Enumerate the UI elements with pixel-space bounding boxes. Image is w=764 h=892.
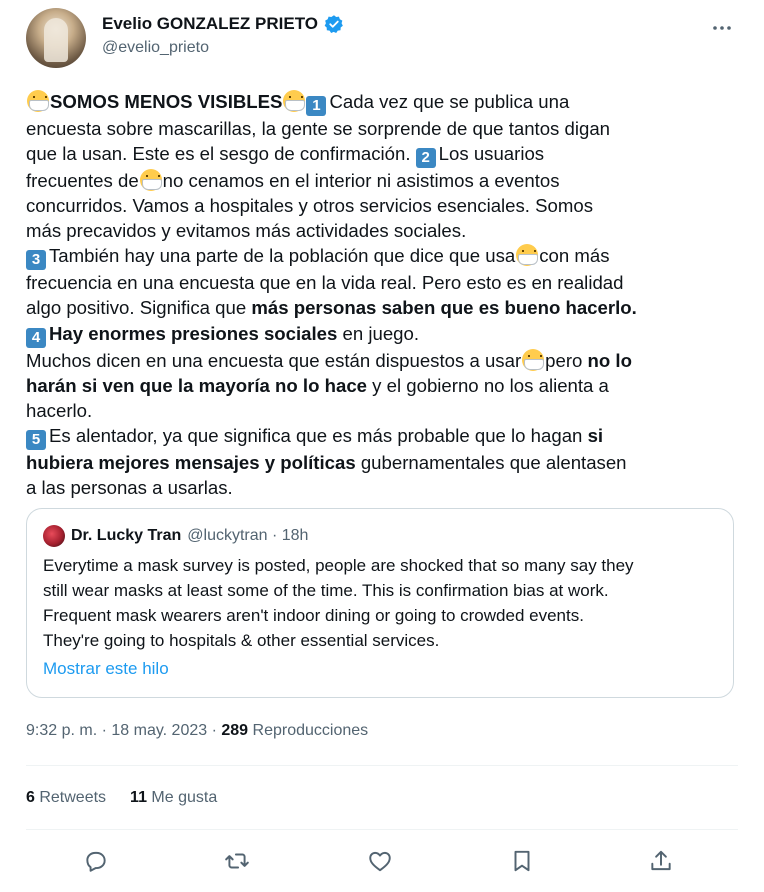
bold-text: Hay enormes presiones sociales (49, 322, 338, 344)
bold-text: harán si ven que la mayoría no lo hace (26, 374, 368, 396)
text-segment: Muchos dicen en una encuesta que están dispuestos a usar (26, 349, 522, 371)
text-segment: gubernamentales que alentasen (355, 451, 627, 473)
face-with-mask-emoji-icon (140, 169, 162, 191)
text-segment: Es alentador, ya que significa que es más probable que lo hagan (49, 424, 588, 446)
tweet-text-line (26, 475, 738, 500)
tweet-text-line (26, 450, 738, 475)
show-thread-link[interactable]: Mostrar este hilo (43, 659, 169, 678)
tweet-text-line (26, 270, 738, 295)
keycap-number-icon: 2 (416, 148, 436, 168)
tweet-meta (26, 722, 368, 740)
tweet-text-line (26, 243, 738, 270)
text-segment: y el gobierno no los alienta a (367, 374, 609, 396)
author-avatar[interactable] (26, 8, 86, 68)
quoted-tweet[interactable] (26, 508, 734, 698)
text-segment: frecuencia en una encuesta que en la vida real. Pero esto es en realidad (26, 272, 624, 294)
author-display-name[interactable]: Evelio GONZALEZ PRIETO (102, 14, 318, 33)
quoted-text-line: Frequent mask wearers aren't indoor dining or going to crowded events. (43, 606, 584, 625)
tweet-text-line (26, 141, 738, 168)
face-with-mask-emoji-icon (522, 349, 544, 371)
text-segment: a las personas a usarlas. (26, 476, 233, 498)
views-count: 289 (221, 722, 249, 739)
author-handle[interactable]: @evelio_prieto (102, 39, 209, 56)
bookmark-icon[interactable] (509, 848, 535, 874)
quoted-author-handle-time: @luckytran · 18h (187, 527, 309, 544)
keycap-number-icon: 5 (26, 430, 46, 450)
more-icon[interactable] (710, 16, 734, 40)
keycap-number-icon: 4 (26, 328, 46, 348)
tweet-text-line (26, 373, 738, 398)
quoted-tweet-header (43, 525, 308, 547)
retweet-icon[interactable] (224, 848, 250, 874)
tweet-text-line (26, 295, 738, 320)
tweet-stats (26, 789, 217, 807)
quoted-author-name: Dr. Lucky Tran (71, 527, 182, 544)
like-icon[interactable] (367, 848, 393, 874)
likes-label: Me gusta (146, 789, 218, 806)
tweet-text-line (26, 348, 738, 373)
author-name-row[interactable] (102, 14, 344, 34)
likes-count: 11 (130, 789, 147, 806)
tweet-text-line (26, 423, 738, 450)
quoted-tweet-text (43, 553, 723, 653)
divider (26, 765, 738, 766)
likes-stat[interactable] (130, 789, 217, 807)
text-segment: más precavidos y evitamos más actividades sociales. (26, 220, 467, 242)
text-segment: en juego. (337, 322, 420, 344)
tweet-text-line (26, 89, 738, 116)
face-with-mask-emoji-icon (283, 90, 305, 112)
text-segment: También hay una parte de la población que dice que usa (49, 245, 516, 267)
tweet-text-line (26, 168, 738, 193)
text-segment: encuesta sobre mascarillas, la gente se sorprende de que tantos digan (26, 118, 611, 139)
tweet-text-line (26, 398, 738, 423)
keycap-number-icon: 1 (306, 96, 326, 116)
action-bar (26, 844, 738, 878)
tweet-text-line (26, 321, 738, 348)
text-segment: Los usuarios (438, 143, 545, 165)
bold-text: más personas saben que es bueno hacerlo. (251, 297, 637, 319)
tweet-text-line (26, 193, 738, 218)
quoted-author-avatar (43, 525, 65, 547)
face-with-mask-emoji-icon (27, 90, 49, 112)
verified-badge-icon (324, 14, 344, 34)
share-icon[interactable] (648, 848, 674, 874)
text-segment: hacerlo. (26, 399, 93, 421)
reply-icon[interactable] (83, 848, 109, 874)
tweet-text (26, 89, 738, 500)
tweet-text-line (26, 116, 738, 141)
face-with-mask-emoji-icon (516, 244, 538, 266)
text-segment: Cada vez que se publica una (329, 91, 570, 112)
tweet-header (26, 8, 738, 68)
text-segment: algo positivo. Significa que (26, 297, 252, 319)
bold-text: si (587, 424, 604, 446)
quoted-text-line: Everytime a mask survey is posted, people are shocked that so many say they (43, 556, 634, 575)
bold-text: hubiera mejores mensajes y políticas (26, 451, 356, 473)
divider (26, 829, 738, 830)
keycap-number-icon: 3 (26, 250, 46, 270)
text-segment: frecuentes de (26, 170, 139, 192)
text-segment: concurridos. Vamos a hospitales y otros servicios esenciales. Somos (26, 195, 594, 217)
quoted-text-line: They're going to hospitals & other essential services. (43, 631, 440, 650)
quoted-text-line: still wear masks at least some of the time. This is confirmation bias at work. (43, 581, 609, 600)
text-segment: pero (545, 349, 588, 371)
retweets-count: 6 (26, 789, 35, 806)
views-label: Reproducciones (248, 722, 369, 739)
text-segment: no cenamos en el interior ni asistimos a eventos (162, 170, 560, 192)
bold-text: no lo (587, 349, 632, 371)
tweet-text-line (26, 218, 738, 243)
retweets-label: Retweets (34, 789, 107, 806)
tweet-timestamp[interactable]: 9:32 p. m. · 18 may. 2023 · (26, 722, 222, 739)
retweets-stat[interactable] (26, 789, 106, 807)
text-segment: que la usan. Este es el sesgo de confirmación. (26, 143, 416, 165)
bold-text: SOMOS MENOS VISIBLES (50, 91, 283, 112)
text-segment: con más (539, 245, 610, 267)
